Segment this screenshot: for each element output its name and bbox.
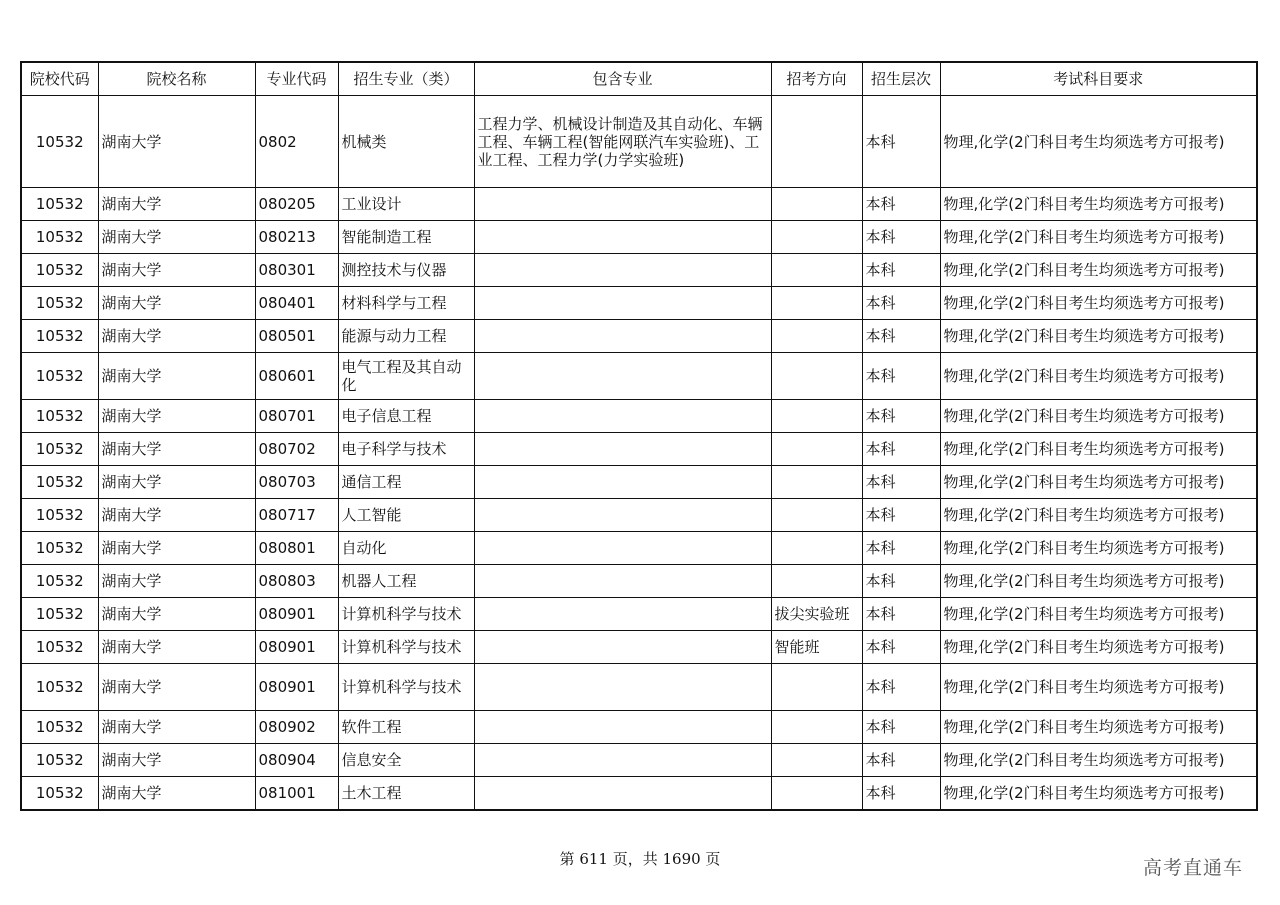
cell-major-code: 080901 [255, 598, 338, 631]
table-row [21, 96, 1257, 188]
cell-school-code: 10532 [21, 631, 98, 664]
cell-requirement: 物理,化学(2门科目考生均须选考方可报考) [940, 664, 1257, 711]
cell-requirement: 物理,化学(2门科目考生均须选考方可报考) [940, 254, 1257, 287]
cell-direction [771, 287, 862, 320]
cell-major: 土木工程 [338, 777, 474, 810]
cell-school-name: 湖南大学 [98, 320, 255, 353]
cell-included [474, 565, 771, 598]
cell-direction: 智能班 [771, 631, 862, 664]
cell-major: 测控技术与仪器 [338, 254, 474, 287]
table-row [21, 777, 1257, 810]
cell-requirement: 物理,化学(2门科目考生均须选考方可报考) [940, 466, 1257, 499]
cell-school-name: 湖南大学 [98, 598, 255, 631]
table-row [21, 631, 1257, 664]
cell-requirement: 物理,化学(2门科目考生均须选考方可报考) [940, 777, 1257, 810]
cell-direction [771, 711, 862, 744]
cell-level: 本科 [862, 320, 940, 353]
cell-included [474, 287, 771, 320]
cell-level: 本科 [862, 565, 940, 598]
cell-direction: 拔尖实验班 [771, 598, 862, 631]
cell-major: 自动化 [338, 532, 474, 565]
cell-level: 本科 [862, 744, 940, 777]
cell-school-name: 湖南大学 [98, 433, 255, 466]
cell-major: 能源与动力工程 [338, 320, 474, 353]
cell-school-code: 10532 [21, 598, 98, 631]
cell-requirement: 物理,化学(2门科目考生均须选考方可报考) [940, 631, 1257, 664]
cell-included [474, 744, 771, 777]
cell-direction [771, 188, 862, 221]
cell-major: 电气工程及其自动化 [338, 353, 474, 400]
table-row [21, 433, 1257, 466]
table-row [21, 565, 1257, 598]
header-major-code: 专业代码 [255, 62, 338, 96]
cell-major-code: 080701 [255, 400, 338, 433]
cell-included [474, 532, 771, 565]
cell-included [474, 466, 771, 499]
cell-direction [771, 499, 862, 532]
cell-level: 本科 [862, 466, 940, 499]
cell-school-code: 10532 [21, 711, 98, 744]
table-row [21, 287, 1257, 320]
header-requirement: 考试科目要求 [940, 62, 1257, 96]
cell-school-code: 10532 [21, 433, 98, 466]
cell-school-name: 湖南大学 [98, 711, 255, 744]
cell-school-name: 湖南大学 [98, 188, 255, 221]
cell-included [474, 499, 771, 532]
cell-major-code: 080717 [255, 499, 338, 532]
cell-level: 本科 [862, 353, 940, 400]
cell-included [474, 221, 771, 254]
table-header-row [21, 62, 1257, 96]
cell-major-code: 080703 [255, 466, 338, 499]
cell-major: 软件工程 [338, 711, 474, 744]
cell-school-name: 湖南大学 [98, 400, 255, 433]
cell-school-name: 湖南大学 [98, 466, 255, 499]
cell-level: 本科 [862, 287, 940, 320]
cell-major: 智能制造工程 [338, 221, 474, 254]
cell-major-code: 080803 [255, 565, 338, 598]
cell-requirement: 物理,化学(2门科目考生均须选考方可报考) [940, 287, 1257, 320]
cell-direction [771, 777, 862, 810]
cell-requirement: 物理,化学(2门科目考生均须选考方可报考) [940, 96, 1257, 188]
cell-school-name: 湖南大学 [98, 744, 255, 777]
cell-school-code: 10532 [21, 320, 98, 353]
cell-school-name: 湖南大学 [98, 664, 255, 711]
table-row [21, 711, 1257, 744]
cell-included [474, 433, 771, 466]
header-included: 包含专业 [474, 62, 771, 96]
cell-school-name: 湖南大学 [98, 777, 255, 810]
cell-major-code: 080205 [255, 188, 338, 221]
table-row [21, 254, 1257, 287]
cell-school-code: 10532 [21, 777, 98, 810]
cell-major: 机器人工程 [338, 565, 474, 598]
cell-level: 本科 [862, 711, 940, 744]
table-row [21, 744, 1257, 777]
cell-school-name: 湖南大学 [98, 353, 255, 400]
cell-major: 机械类 [338, 96, 474, 188]
cell-requirement: 物理,化学(2门科目考生均须选考方可报考) [940, 353, 1257, 400]
cell-direction [771, 744, 862, 777]
cell-included: 工程力学、机械设计制造及其自动化、车辆工程、车辆工程(智能网联汽车实验班)、工业工程、工程力学(力学实验班) [474, 96, 771, 188]
cell-major-code: 080501 [255, 320, 338, 353]
cell-direction [771, 254, 862, 287]
cell-school-name: 湖南大学 [98, 96, 255, 188]
cell-requirement: 物理,化学(2门科目考生均须选考方可报考) [940, 400, 1257, 433]
cell-level: 本科 [862, 777, 940, 810]
cell-included [474, 188, 771, 221]
cell-major: 信息安全 [338, 744, 474, 777]
cell-school-code: 10532 [21, 744, 98, 777]
cell-major: 计算机科学与技术 [338, 631, 474, 664]
cell-school-code: 10532 [21, 353, 98, 400]
cell-level: 本科 [862, 433, 940, 466]
cell-requirement: 物理,化学(2门科目考生均须选考方可报考) [940, 320, 1257, 353]
cell-major-code: 080801 [255, 532, 338, 565]
cell-direction [771, 532, 862, 565]
cell-requirement: 物理,化学(2门科目考生均须选考方可报考) [940, 188, 1257, 221]
cell-level: 本科 [862, 221, 940, 254]
cell-requirement: 物理,化学(2门科目考生均须选考方可报考) [940, 565, 1257, 598]
cell-direction [771, 433, 862, 466]
header-school-code: 院校代码 [21, 62, 98, 96]
cell-school-code: 10532 [21, 499, 98, 532]
cell-direction [771, 320, 862, 353]
cell-level: 本科 [862, 254, 940, 287]
cell-major-code: 080301 [255, 254, 338, 287]
header-level: 招生层次 [862, 62, 940, 96]
cell-included [474, 664, 771, 711]
cell-school-code: 10532 [21, 287, 98, 320]
cell-major-code: 0802 [255, 96, 338, 188]
cell-level: 本科 [862, 664, 940, 711]
cell-level: 本科 [862, 400, 940, 433]
cell-major-code: 080401 [255, 287, 338, 320]
cell-level: 本科 [862, 96, 940, 188]
header-school-name: 院校名称 [98, 62, 255, 96]
cell-level: 本科 [862, 188, 940, 221]
cell-requirement: 物理,化学(2门科目考生均须选考方可报考) [940, 433, 1257, 466]
cell-major-code: 080901 [255, 664, 338, 711]
table-row [21, 532, 1257, 565]
cell-included [474, 320, 771, 353]
cell-major: 人工智能 [338, 499, 474, 532]
cell-direction [771, 400, 862, 433]
cell-level: 本科 [862, 532, 940, 565]
cell-school-code: 10532 [21, 96, 98, 188]
table-row [21, 499, 1257, 532]
cell-level: 本科 [862, 631, 940, 664]
cell-direction [771, 221, 862, 254]
cell-major: 计算机科学与技术 [338, 664, 474, 711]
cell-included [474, 254, 771, 287]
cell-direction [771, 466, 862, 499]
cell-direction [771, 96, 862, 188]
cell-level: 本科 [862, 499, 940, 532]
cell-direction [771, 353, 862, 400]
cell-school-name: 湖南大学 [98, 532, 255, 565]
cell-major-code: 080702 [255, 433, 338, 466]
cell-requirement: 物理,化学(2门科目考生均须选考方可报考) [940, 532, 1257, 565]
cell-included [474, 400, 771, 433]
table-row [21, 664, 1257, 711]
cell-school-name: 湖南大学 [98, 254, 255, 287]
admission-table [20, 61, 1258, 811]
cell-school-code: 10532 [21, 532, 98, 565]
cell-requirement: 物理,化学(2门科目考生均须选考方可报考) [940, 744, 1257, 777]
cell-school-name: 湖南大学 [98, 499, 255, 532]
cell-included [474, 598, 771, 631]
cell-school-code: 10532 [21, 664, 98, 711]
cell-major: 计算机科学与技术 [338, 598, 474, 631]
table-row [21, 188, 1257, 221]
watermark-logo: 高考直通车 [1143, 857, 1244, 879]
cell-major-code: 080902 [255, 711, 338, 744]
header-direction: 招考方向 [771, 62, 862, 96]
cell-major-code: 080601 [255, 353, 338, 400]
cell-major: 通信工程 [338, 466, 474, 499]
cell-included [474, 353, 771, 400]
cell-included [474, 711, 771, 744]
cell-major-code: 080213 [255, 221, 338, 254]
cell-requirement: 物理,化学(2门科目考生均须选考方可报考) [940, 598, 1257, 631]
cell-school-code: 10532 [21, 188, 98, 221]
cell-included [474, 777, 771, 810]
cell-major-code: 081001 [255, 777, 338, 810]
cell-school-name: 湖南大学 [98, 221, 255, 254]
cell-school-name: 湖南大学 [98, 631, 255, 664]
cell-major: 电子信息工程 [338, 400, 474, 433]
table-row [21, 466, 1257, 499]
cell-included [474, 631, 771, 664]
cell-school-code: 10532 [21, 466, 98, 499]
cell-school-code: 10532 [21, 221, 98, 254]
cell-school-name: 湖南大学 [98, 287, 255, 320]
cell-major: 材料科学与工程 [338, 287, 474, 320]
cell-major: 工业设计 [338, 188, 474, 221]
cell-requirement: 物理,化学(2门科目考生均须选考方可报考) [940, 499, 1257, 532]
cell-requirement: 物理,化学(2门科目考生均须选考方可报考) [940, 711, 1257, 744]
cell-school-code: 10532 [21, 254, 98, 287]
table-row [21, 320, 1257, 353]
table-row [21, 353, 1257, 400]
cell-requirement: 物理,化学(2门科目考生均须选考方可报考) [940, 221, 1257, 254]
table-row [21, 400, 1257, 433]
cell-school-name: 湖南大学 [98, 565, 255, 598]
table-row [21, 598, 1257, 631]
cell-level: 本科 [862, 598, 940, 631]
cell-school-code: 10532 [21, 565, 98, 598]
cell-school-code: 10532 [21, 400, 98, 433]
cell-major-code: 080901 [255, 631, 338, 664]
cell-major: 电子科学与技术 [338, 433, 474, 466]
page-number: 第 611 页，共 1690 页 [559, 850, 721, 868]
cell-direction [771, 664, 862, 711]
cell-direction [771, 565, 862, 598]
cell-major-code: 080904 [255, 744, 338, 777]
table-row [21, 221, 1257, 254]
header-major: 招生专业（类） [338, 62, 474, 96]
